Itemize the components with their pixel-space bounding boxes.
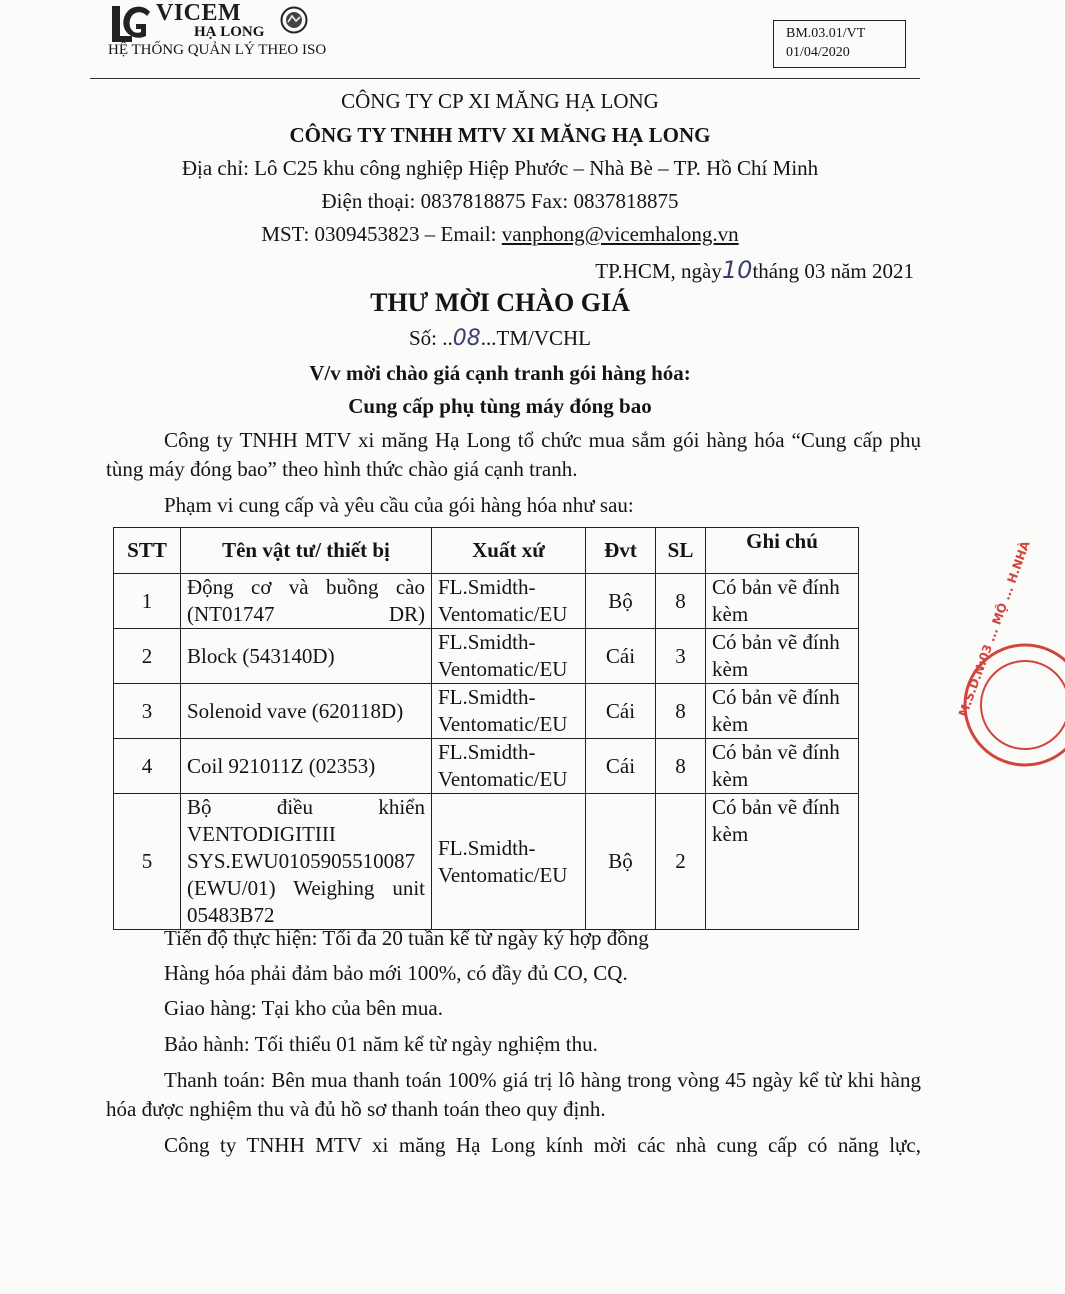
row-note: Có bản vẽ đính kèm bbox=[706, 739, 859, 794]
term-delivery: Giao hàng: Tại kho của bên mua. bbox=[164, 996, 443, 1020]
header-name: Tên vật tư/ thiết bị bbox=[181, 528, 432, 574]
table-header-row bbox=[114, 528, 859, 574]
table-row bbox=[114, 574, 859, 629]
row-name bbox=[181, 574, 432, 629]
company-phone: Điện thoại: 0837818875 Fax: 0837818875 bbox=[321, 189, 679, 213]
header-divider bbox=[90, 78, 920, 79]
iso-caption: HỆ THỐNG QUẢN LÝ THEO ISO bbox=[108, 42, 327, 58]
date-suffix: tháng 03 năm 2021 bbox=[752, 259, 914, 283]
number-suffix: ...TM/VCHL bbox=[480, 326, 591, 350]
row-name-text: Động cơ và buồng cào (NT01747 DR) bbox=[187, 575, 425, 626]
subject-line-1: V/v mời chào giá cạnh tranh gói hàng hóa: bbox=[309, 361, 691, 385]
row-origin bbox=[432, 684, 586, 739]
origin-line-1: FL.Smidth- bbox=[438, 835, 536, 860]
form-code-box bbox=[773, 20, 906, 68]
row-stt: 5 bbox=[114, 794, 181, 930]
row-stt: 3 bbox=[114, 684, 181, 739]
row-name: Block (543140D) bbox=[181, 629, 432, 684]
subject-line-2: Cung cấp phụ tùng máy đóng bao bbox=[348, 394, 652, 418]
email-link[interactable]: vanphong@vicemhalong.vn bbox=[501, 222, 739, 246]
table-row bbox=[114, 629, 859, 684]
origin-line-1: FL.Smidth- bbox=[438, 575, 536, 599]
origin-line-1: FL.Smidth- bbox=[438, 685, 536, 709]
emblem-icon bbox=[280, 6, 308, 34]
origin-line-1: FL.Smidth- bbox=[438, 740, 536, 764]
name-line-3: SYS.EWU0105905510087 bbox=[187, 849, 416, 873]
logo-name: VICEM bbox=[156, 0, 242, 26]
term-invite: Công ty TNHH MTV xi măng Hạ Long kính mời các nhà cung cấp có năng lực, bbox=[164, 1133, 921, 1157]
vicem-logo-icon bbox=[108, 2, 154, 44]
stamp-text: M.S.D.N:03 ... MỘ ... H.NHÀ bbox=[955, 539, 1033, 719]
header-qty: SL bbox=[656, 528, 706, 574]
letter-number bbox=[0, 326, 1000, 351]
number-hand: 08 bbox=[452, 326, 481, 351]
name-line-1: Bộ điều khiển bbox=[187, 795, 425, 819]
header-note: Ghi chú bbox=[706, 528, 859, 574]
row-origin bbox=[432, 739, 586, 794]
origin-line-2: Ventomatic/EU bbox=[438, 602, 568, 626]
row-qty: 8 bbox=[656, 739, 706, 794]
intro-paragraph: Công ty TNHH MTV xi măng Hạ Long tổ chức mua sắm gói hàng hóa “Cung cấp phụ tùng máy đóng bao” theo hình thức chào giá cạnh tranh. bbox=[106, 428, 921, 481]
row-qty: 8 bbox=[656, 574, 706, 629]
form-date: 01/04/2020 bbox=[786, 45, 850, 60]
company-tax-email bbox=[0, 222, 1000, 247]
scope-paragraph: Phạm vi cung cấp và yêu cầu của gói hàng hóa như sau: bbox=[164, 493, 634, 517]
parent-company: CÔNG TY CP XI MĂNG HẠ LONG bbox=[341, 89, 659, 113]
letter-date bbox=[595, 256, 914, 284]
name-line-5: 05483B72 bbox=[187, 903, 275, 927]
table-row bbox=[114, 739, 859, 794]
row-name: Coil 921011Z (02353) bbox=[181, 739, 432, 794]
origin-line-2: Ventomatic/EU bbox=[438, 657, 568, 681]
origin-line-2: Ventomatic/EU bbox=[438, 767, 568, 791]
row-unit: Bộ bbox=[586, 794, 656, 930]
date-prefix: TP.HCM, ngày bbox=[595, 259, 722, 283]
table-row bbox=[114, 794, 859, 930]
row-unit: Cái bbox=[586, 739, 656, 794]
row-qty: 3 bbox=[656, 629, 706, 684]
items-table bbox=[113, 527, 859, 930]
row-origin bbox=[432, 794, 586, 930]
name-line-4: (EWU/01) Weighing unit bbox=[187, 876, 425, 900]
term-schedule: Tiến độ thực hiện: Tối đa 20 tuần kể từ ngày ký hợp đồng bbox=[164, 926, 649, 950]
origin-line-2: Ventomatic/EU bbox=[438, 712, 568, 736]
header-origin: Xuất xứ bbox=[432, 528, 586, 574]
date-day: 10 bbox=[721, 256, 753, 284]
row-stt: 4 bbox=[114, 739, 181, 794]
logo-sub: HẠ LONG bbox=[194, 24, 265, 40]
row-name: Solenoid vave (620118D) bbox=[181, 684, 432, 739]
row-note: Có bản vẽ đính kèm bbox=[706, 684, 859, 739]
row-unit: Cái bbox=[586, 684, 656, 739]
letter-title: THƯ MỜI CHÀO GIÁ bbox=[370, 288, 630, 317]
row-origin bbox=[432, 629, 586, 684]
term-quality: Hàng hóa phải đảm bảo mới 100%, có đầy đủ CO, CQ. bbox=[164, 961, 628, 985]
name-line-2: VENTODIGITIII bbox=[187, 822, 336, 846]
row-qty: 2 bbox=[656, 794, 706, 930]
company-stamp-icon bbox=[955, 539, 1065, 770]
company-name: CÔNG TY TNHH MTV XI MĂNG HẠ LONG bbox=[289, 123, 711, 147]
header-stt: STT bbox=[114, 528, 181, 574]
term-payment: Thanh toán: Bên mua thanh toán 100% giá trị lô hàng trong vòng 45 ngày kể từ khi hàng hóa được nghiệm thu và đủ hồ sơ thanh toán theo quy định. bbox=[106, 1068, 921, 1121]
origin-line-2: Ventomatic/EU bbox=[438, 862, 568, 887]
term-warranty: Bảo hành: Tối thiểu 01 năm kể từ ngày nghiệm thu. bbox=[164, 1032, 598, 1056]
row-unit: Bộ bbox=[586, 574, 656, 629]
table-row bbox=[114, 684, 859, 739]
header-unit: Đvt bbox=[586, 528, 656, 574]
tax-text: MST: 0309453823 – Email: bbox=[261, 222, 502, 246]
company-address: Địa chỉ: Lô C25 khu công nghiệp Hiệp Phước – Nhà Bè – TP. Hồ Chí Minh bbox=[181, 156, 819, 180]
row-name bbox=[181, 794, 432, 930]
row-note: Có bản vẽ đính kèm bbox=[706, 794, 859, 930]
row-origin bbox=[432, 574, 586, 629]
origin-line-1: FL.Smidth- bbox=[438, 630, 536, 654]
row-stt: 1 bbox=[114, 574, 181, 629]
row-unit: Cái bbox=[586, 629, 656, 684]
number-prefix: Số: .. bbox=[408, 326, 453, 350]
row-stt: 2 bbox=[114, 629, 181, 684]
form-code: BM.03.01/VT bbox=[786, 26, 866, 41]
row-qty: 8 bbox=[656, 684, 706, 739]
row-note: Có bản vẽ đính kèm bbox=[706, 574, 859, 629]
row-note: Có bản vẽ đính kèm bbox=[706, 629, 859, 684]
